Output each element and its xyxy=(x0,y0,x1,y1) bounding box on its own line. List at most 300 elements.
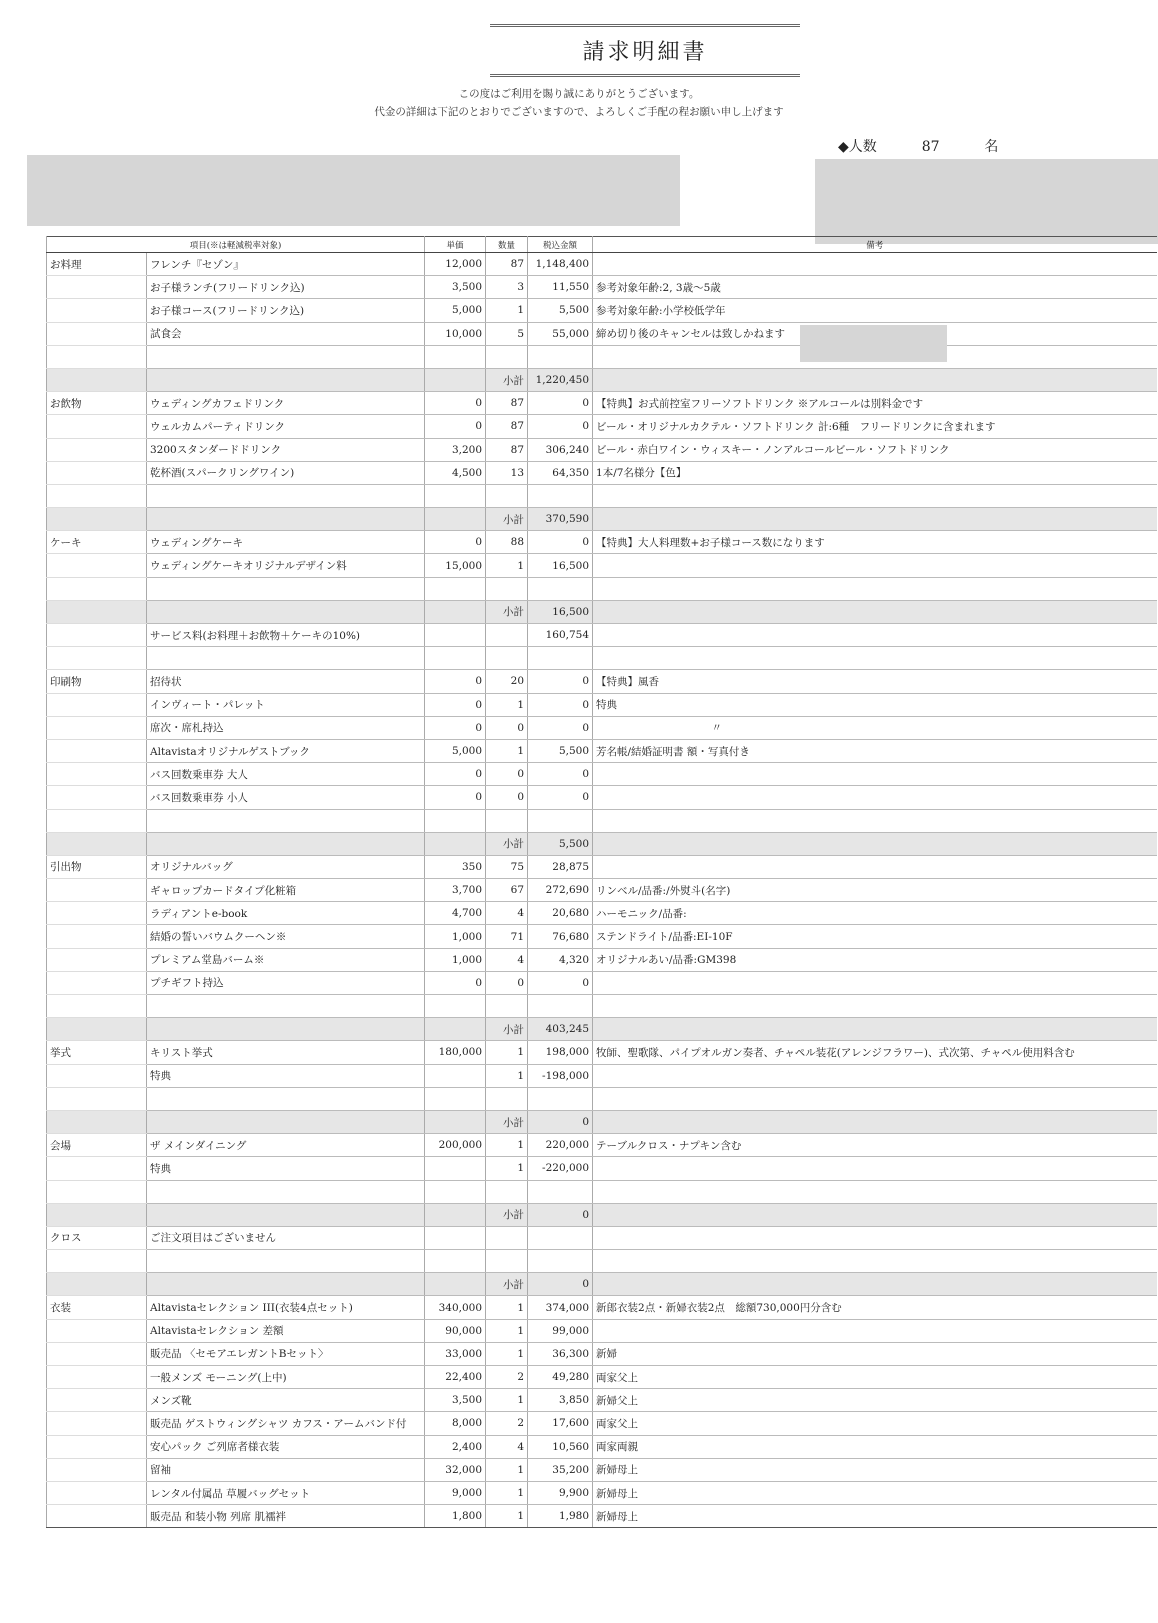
row-qty: 小計 xyxy=(486,1110,528,1133)
row-price: 10,000 xyxy=(425,322,486,345)
row-amount: 0 xyxy=(528,531,593,554)
row-amount: 20,680 xyxy=(528,902,593,925)
row-price: 0 xyxy=(425,693,486,716)
row-amount: -220,000 xyxy=(528,1157,593,1180)
table-row xyxy=(47,253,1157,276)
row-item xyxy=(147,600,425,623)
row-qty: 4 xyxy=(486,948,528,971)
row-note: 締め切り後のキャンセルは致しかねます xyxy=(593,322,1157,345)
row-qty: 小計 xyxy=(486,508,528,531)
row-price: 0 xyxy=(425,415,486,438)
row-category xyxy=(47,1203,147,1226)
row-item: ザ メインダイニング xyxy=(147,1134,425,1157)
row-price: 1,000 xyxy=(425,948,486,971)
table-row xyxy=(47,716,1157,739)
row-item xyxy=(147,368,425,391)
row-price: 3,200 xyxy=(425,438,486,461)
row-item: 招待状 xyxy=(147,670,425,693)
row-qty: 87 xyxy=(486,438,528,461)
row-amount xyxy=(528,345,593,368)
row-qty: 87 xyxy=(486,415,528,438)
row-note xyxy=(593,1157,1157,1180)
row-category xyxy=(47,786,147,809)
table-row xyxy=(47,484,1157,507)
row-note xyxy=(593,809,1157,832)
row-amount: 306,240 xyxy=(528,438,593,461)
row-price: 12,000 xyxy=(425,253,486,276)
row-amount: 374,000 xyxy=(528,1296,593,1319)
row-price xyxy=(425,1180,486,1203)
table-row xyxy=(47,438,1157,461)
table-row xyxy=(47,763,1157,786)
table-row xyxy=(47,647,1157,670)
row-amount: 0 xyxy=(528,670,593,693)
greeting-line-2: 代金の詳細は下記のとおりでございますので、よろしくご手配の程お願い申し上げます xyxy=(374,106,784,118)
row-amount: 0 xyxy=(528,693,593,716)
row-note: 特典 xyxy=(593,693,1157,716)
row-category: 印刷物 xyxy=(47,670,147,693)
row-amount xyxy=(528,1226,593,1249)
row-item: 販売品 ゲストウィングシャツ カフス・アームバンド付 xyxy=(147,1412,425,1435)
table-row xyxy=(47,577,1157,600)
row-price: 0 xyxy=(425,763,486,786)
row-price: 3,500 xyxy=(425,276,486,299)
row-note xyxy=(593,786,1157,809)
table-body xyxy=(47,253,1157,1528)
table-row xyxy=(47,1064,1157,1087)
row-amount: 0 xyxy=(528,392,593,415)
row-item: 乾杯酒(スパークリングワイン) xyxy=(147,461,425,484)
row-category xyxy=(47,647,147,670)
row-note: ハーモニック/品番: xyxy=(593,902,1157,925)
row-note xyxy=(593,1018,1157,1041)
row-note xyxy=(593,763,1157,786)
row-category xyxy=(47,600,147,623)
row-note xyxy=(593,1319,1157,1342)
row-item xyxy=(147,832,425,855)
row-item xyxy=(147,1273,425,1296)
row-amount: 28,875 xyxy=(528,855,593,878)
row-item: ラディアントe-book xyxy=(147,902,425,925)
row-item: 販売品 和装小物 列席 肌襦袢 xyxy=(147,1505,425,1528)
header-price: 単価 xyxy=(425,237,486,253)
row-item xyxy=(147,809,425,832)
row-price xyxy=(425,995,486,1018)
header-note: 備考 xyxy=(593,237,1157,253)
row-amount: 1,148,400 xyxy=(528,253,593,276)
row-price xyxy=(425,508,486,531)
row-price: 3,500 xyxy=(425,1389,486,1412)
row-qty: 小計 xyxy=(486,832,528,855)
row-qty xyxy=(486,809,528,832)
redacted-block-address xyxy=(27,155,680,226)
row-note xyxy=(593,971,1157,994)
row-item xyxy=(147,1110,425,1133)
table-row xyxy=(47,855,1157,878)
row-category xyxy=(47,832,147,855)
row-amount xyxy=(528,1250,593,1273)
row-price: 0 xyxy=(425,670,486,693)
row-price xyxy=(425,345,486,368)
table-row xyxy=(47,832,1157,855)
row-note: 〃 xyxy=(593,716,1157,739)
row-category xyxy=(47,1087,147,1110)
row-qty: 小計 xyxy=(486,368,528,391)
table-row xyxy=(47,531,1157,554)
table-row xyxy=(47,1342,1157,1365)
row-amount: 64,350 xyxy=(528,461,593,484)
table-row xyxy=(47,1458,1157,1481)
row-amount: 10,560 xyxy=(528,1435,593,1458)
table-row xyxy=(47,971,1157,994)
row-note xyxy=(593,647,1157,670)
row-category: クロス xyxy=(47,1226,147,1249)
row-price: 32,000 xyxy=(425,1458,486,1481)
row-price xyxy=(425,647,486,670)
row-note: ビール・赤白ワイン・ウィスキー・ノンアルコールビール・ソフトドリンク xyxy=(593,438,1157,461)
row-item: レンタル付属品 草履バッグセット xyxy=(147,1481,425,1504)
row-amount: 272,690 xyxy=(528,879,593,902)
header-item: 項目(※は軽減税率対象) xyxy=(47,237,425,253)
row-note: 新郎衣装2点・新婦衣装2点 総額730,000円分含む xyxy=(593,1296,1157,1319)
row-amount: 1,980 xyxy=(528,1505,593,1528)
row-item: ギャロップカードタイプ化粧箱 xyxy=(147,879,425,902)
row-item: ご注文項目はございません xyxy=(147,1226,425,1249)
row-category xyxy=(47,1458,147,1481)
row-category xyxy=(47,763,147,786)
row-note xyxy=(593,577,1157,600)
row-qty: 1 xyxy=(486,1064,528,1087)
row-qty: 小計 xyxy=(486,600,528,623)
redacted-block-name xyxy=(815,159,1158,244)
row-amount: 4,320 xyxy=(528,948,593,971)
table-row xyxy=(47,554,1157,577)
row-category xyxy=(47,1018,147,1041)
row-note: オリジナルあい/品番:GM398 xyxy=(593,948,1157,971)
table-row xyxy=(47,809,1157,832)
row-qty: 小計 xyxy=(486,1018,528,1041)
row-note: 【特典】風香 xyxy=(593,670,1157,693)
row-item: ウェディングカフェドリンク xyxy=(147,392,425,415)
table-row xyxy=(47,1296,1157,1319)
row-note: 新婦母上 xyxy=(593,1505,1157,1528)
row-qty: 1 xyxy=(486,1041,528,1064)
row-item: 安心パック ご列席者様衣装 xyxy=(147,1435,425,1458)
row-category xyxy=(47,1180,147,1203)
row-category xyxy=(47,276,147,299)
row-price xyxy=(425,368,486,391)
row-amount xyxy=(528,647,593,670)
table-row xyxy=(47,925,1157,948)
table-row xyxy=(47,276,1157,299)
row-qty: 1 xyxy=(486,1389,528,1412)
row-price: 9,000 xyxy=(425,1481,486,1504)
row-amount: 0 xyxy=(528,971,593,994)
row-qty: 1 xyxy=(486,1458,528,1481)
row-price xyxy=(425,1203,486,1226)
page-title: 請求明細書 xyxy=(582,40,708,65)
row-category xyxy=(47,1481,147,1504)
row-price xyxy=(425,484,486,507)
row-qty: 4 xyxy=(486,1435,528,1458)
table-row xyxy=(47,508,1157,531)
row-category: 挙式 xyxy=(47,1041,147,1064)
table-row xyxy=(47,1250,1157,1273)
row-note xyxy=(593,484,1157,507)
table-row xyxy=(47,368,1157,391)
table-row xyxy=(47,786,1157,809)
row-note: 参考対象年齢:2, 3歳～5歳 xyxy=(593,276,1157,299)
row-amount xyxy=(528,484,593,507)
table-row xyxy=(47,392,1157,415)
row-price: 4,500 xyxy=(425,461,486,484)
row-note xyxy=(593,1110,1157,1133)
row-note xyxy=(593,855,1157,878)
row-note xyxy=(593,1180,1157,1203)
table-row xyxy=(47,693,1157,716)
row-category xyxy=(47,508,147,531)
row-item: キリスト挙式 xyxy=(147,1041,425,1064)
row-category xyxy=(47,1250,147,1273)
row-amount: 220,000 xyxy=(528,1134,593,1157)
row-price xyxy=(425,1250,486,1273)
row-note xyxy=(593,624,1157,647)
row-item xyxy=(147,1018,425,1041)
guest-count xyxy=(838,136,1150,160)
row-amount: 0 xyxy=(528,786,593,809)
table-row xyxy=(47,1226,1157,1249)
table-row xyxy=(47,670,1157,693)
row-note xyxy=(593,253,1157,276)
row-qty xyxy=(486,1180,528,1203)
row-amount xyxy=(528,809,593,832)
row-price xyxy=(425,1273,486,1296)
row-amount: 49,280 xyxy=(528,1366,593,1389)
row-note xyxy=(593,1064,1157,1087)
row-item: 席次・席札持込 xyxy=(147,716,425,739)
row-price xyxy=(425,1018,486,1041)
row-note: 新婦母上 xyxy=(593,1458,1157,1481)
row-item: ウェルカムパーティドリンク xyxy=(147,415,425,438)
row-item: バス回数乗車券 小人 xyxy=(147,786,425,809)
row-note: ステンドライト/品番:EI-10F xyxy=(593,925,1157,948)
table-row xyxy=(47,879,1157,902)
table-header-row xyxy=(47,237,1157,253)
row-price: 8,000 xyxy=(425,1412,486,1435)
row-qty: 67 xyxy=(486,879,528,902)
row-item xyxy=(147,995,425,1018)
row-price: 200,000 xyxy=(425,1134,486,1157)
row-amount: -198,000 xyxy=(528,1064,593,1087)
table-row xyxy=(47,948,1157,971)
row-category xyxy=(47,902,147,925)
row-category xyxy=(47,484,147,507)
row-note xyxy=(593,995,1157,1018)
row-qty xyxy=(486,624,528,647)
row-price xyxy=(425,1226,486,1249)
row-category xyxy=(47,438,147,461)
row-category xyxy=(47,1389,147,1412)
table-row xyxy=(47,1157,1157,1180)
table-row xyxy=(47,1180,1157,1203)
row-note: 1本/7名様分【色】 xyxy=(593,461,1157,484)
row-note: 牧師、聖歌隊、パイプオルガン奏者、チャペル装花(アレンジフラワー)、式次第、チャペル使用料含む xyxy=(593,1041,1157,1064)
row-price: 3,700 xyxy=(425,879,486,902)
invoice-table xyxy=(46,236,1157,1528)
row-category xyxy=(47,693,147,716)
table-row xyxy=(47,1134,1157,1157)
table-row xyxy=(47,345,1157,368)
table-row xyxy=(47,1203,1157,1226)
row-amount: 0 xyxy=(528,716,593,739)
row-qty: 小計 xyxy=(486,1203,528,1226)
row-category xyxy=(47,1435,147,1458)
row-amount xyxy=(528,577,593,600)
row-price: 22,400 xyxy=(425,1366,486,1389)
row-item: Altavistaセレクション III(衣装4点セット) xyxy=(147,1296,425,1319)
row-price: 15,000 xyxy=(425,554,486,577)
row-category xyxy=(47,299,147,322)
row-qty: 1 xyxy=(486,1319,528,1342)
row-price: 5,000 xyxy=(425,739,486,762)
table-row xyxy=(47,1087,1157,1110)
row-category xyxy=(47,1157,147,1180)
row-category xyxy=(47,1342,147,1365)
row-item xyxy=(147,345,425,368)
row-amount: 9,900 xyxy=(528,1481,593,1504)
row-category xyxy=(47,322,147,345)
row-note xyxy=(593,368,1157,391)
title-block xyxy=(490,24,800,77)
row-qty: 4 xyxy=(486,902,528,925)
table-row xyxy=(47,1481,1157,1504)
row-qty: 20 xyxy=(486,670,528,693)
row-note: 新婦 xyxy=(593,1342,1157,1365)
table-row xyxy=(47,1366,1157,1389)
row-amount: 11,550 xyxy=(528,276,593,299)
row-qty: 1 xyxy=(486,739,528,762)
table-row xyxy=(47,1041,1157,1064)
row-qty xyxy=(486,1226,528,1249)
row-item: フレンチ『セゾン』 xyxy=(147,253,425,276)
row-category xyxy=(47,1064,147,1087)
header-amount: 税込金額 xyxy=(528,237,593,253)
row-qty: 1 xyxy=(486,1342,528,1365)
row-item: 3200スタンダードドリンク xyxy=(147,438,425,461)
row-qty: 1 xyxy=(486,1505,528,1528)
row-note: 両家両親 xyxy=(593,1435,1157,1458)
row-category xyxy=(47,1412,147,1435)
row-category xyxy=(47,577,147,600)
row-note: 新婦母上 xyxy=(593,1481,1157,1504)
row-note: 【特典】お式前控室フリーソフトドリンク ※アルコールは別料金です xyxy=(593,392,1157,415)
row-qty: 2 xyxy=(486,1412,528,1435)
row-note: 両家父上 xyxy=(593,1412,1157,1435)
row-qty xyxy=(486,1250,528,1273)
row-amount: 160,754 xyxy=(528,624,593,647)
row-qty xyxy=(486,577,528,600)
row-category xyxy=(47,1319,147,1342)
row-amount: 1,220,450 xyxy=(528,368,593,391)
row-note: テーブルクロス・ナプキン含む xyxy=(593,1134,1157,1157)
row-item: プチギフト持込 xyxy=(147,971,425,994)
row-qty: 1 xyxy=(486,299,528,322)
row-qty: 88 xyxy=(486,531,528,554)
row-amount: 36,300 xyxy=(528,1342,593,1365)
row-amount: 5,500 xyxy=(528,739,593,762)
row-qty: 71 xyxy=(486,925,528,948)
row-amount: 0 xyxy=(528,1110,593,1133)
row-category: ケーキ xyxy=(47,531,147,554)
row-amount xyxy=(528,1087,593,1110)
table-row xyxy=(47,461,1157,484)
row-note xyxy=(593,1087,1157,1110)
row-price xyxy=(425,600,486,623)
row-qty xyxy=(486,1087,528,1110)
row-note: リンベル/品番:/外熨斗(名字) xyxy=(593,879,1157,902)
row-price: 1,000 xyxy=(425,925,486,948)
row-category xyxy=(47,368,147,391)
row-qty: 2 xyxy=(486,1366,528,1389)
row-category xyxy=(47,995,147,1018)
row-price xyxy=(425,1157,486,1180)
row-price: 90,000 xyxy=(425,1319,486,1342)
row-category xyxy=(47,948,147,971)
row-price: 1,800 xyxy=(425,1505,486,1528)
row-item: 販売品 〈セモアエレガントBセット〉 xyxy=(147,1342,425,1365)
row-amount: 5,500 xyxy=(528,832,593,855)
row-qty: 0 xyxy=(486,786,528,809)
row-qty: 1 xyxy=(486,693,528,716)
row-qty xyxy=(486,995,528,1018)
row-item xyxy=(147,508,425,531)
row-amount: 76,680 xyxy=(528,925,593,948)
row-category xyxy=(47,809,147,832)
row-note: 芳名帳/結婚証明書 額・写真付き xyxy=(593,739,1157,762)
row-note xyxy=(593,1273,1157,1296)
row-item: 留袖 xyxy=(147,1458,425,1481)
row-qty: 3 xyxy=(486,276,528,299)
row-category: 会場 xyxy=(47,1134,147,1157)
row-qty: 0 xyxy=(486,971,528,994)
row-note: 両家父上 xyxy=(593,1366,1157,1389)
row-note xyxy=(593,508,1157,531)
table-row xyxy=(47,1435,1157,1458)
row-price xyxy=(425,832,486,855)
row-amount: 16,500 xyxy=(528,554,593,577)
row-category xyxy=(47,554,147,577)
row-price xyxy=(425,624,486,647)
row-amount: 16,500 xyxy=(528,600,593,623)
row-amount: 198,000 xyxy=(528,1041,593,1064)
guest-count-value: 87 xyxy=(921,139,940,155)
row-amount: 3,850 xyxy=(528,1389,593,1412)
row-note xyxy=(593,832,1157,855)
title-rule-bottom xyxy=(490,74,800,77)
row-item: オリジナルバッグ xyxy=(147,855,425,878)
row-item: 結婚の誓いバウムクーヘン※ xyxy=(147,925,425,948)
greeting-line-1: この度はご利用を賜り誠にありがとうございます。 xyxy=(458,88,700,100)
table-row xyxy=(47,415,1157,438)
row-item: インヴィート・パレット xyxy=(147,693,425,716)
row-qty: 75 xyxy=(486,855,528,878)
row-qty: 5 xyxy=(486,322,528,345)
row-category xyxy=(47,1505,147,1528)
row-amount: 0 xyxy=(528,763,593,786)
row-item: お子様ランチ(フリードリンク込) xyxy=(147,276,425,299)
guest-count-label: ◆人数 xyxy=(838,139,877,155)
row-category xyxy=(47,925,147,948)
